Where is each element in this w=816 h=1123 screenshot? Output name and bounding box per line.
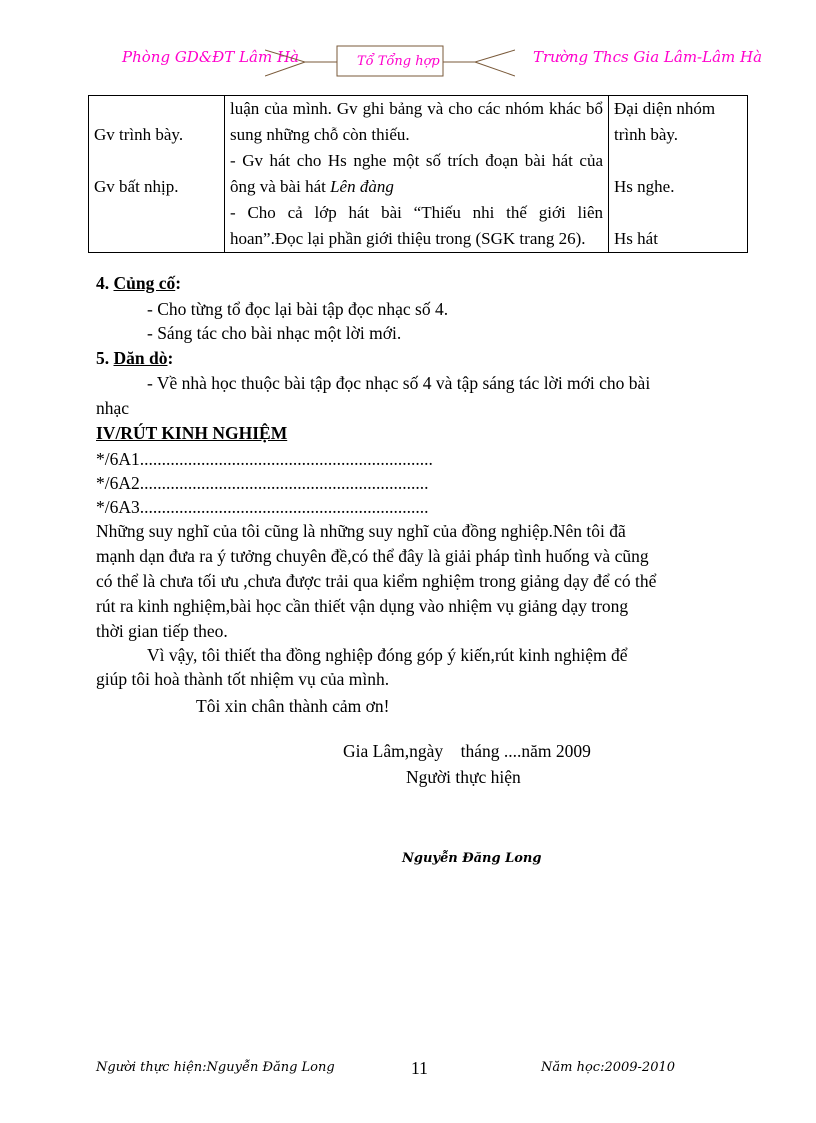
conclusion-line: mạnh dạn đưa ra ý tưởng chuyên đề,có thể đây là giải pháp tình huống và cũng [96, 546, 649, 566]
section-4-item: - Sáng tác cho bài nhạc một lời mới. [147, 323, 402, 343]
signer-name: Nguyễn Đăng Long [402, 851, 542, 866]
header-left-text: Phòng GD&ĐT Lâm Hà [122, 48, 299, 66]
section-5-line: - Về nhà học thuộc bài tập đọc nhạc số 4 và tập sáng tác lời mới cho bài [147, 373, 651, 393]
class-note-line: */6A3.................................................................. [96, 497, 429, 517]
student-activity-cell [609, 96, 748, 253]
conclusion-line: rút ra kinh nghiệm,bài học cần thiết vận dụng vào nhiệm vụ giảng dạy trong [96, 596, 629, 616]
content-cell [225, 96, 609, 253]
student-activity-3: Hs hát [614, 229, 658, 248]
section-iv-heading: IV/RÚT KINH NGHIỆM [96, 423, 288, 443]
student-activity-2: Hs nghe. [614, 177, 675, 196]
lesson-table [88, 95, 748, 253]
header-center-text: Tổ Tổng hợp [357, 54, 440, 69]
conclusion-line: giúp tôi hoà thành tốt nhiệm vụ của mình. [96, 669, 390, 689]
footer-left: Người thực hiện:Nguyễn Đăng Long [96, 1060, 335, 1075]
conclusion-line: thời gian tiếp theo. [96, 621, 228, 641]
conclusion-line: Vì vậy, tôi thiết tha đồng nghiệp đóng góp ý kiến,rút kinh nghiệm để [147, 645, 628, 665]
class-note-line: */6A1................................................................... [96, 449, 433, 469]
header-right-text: Trường Thcs Gia Lâm-Lâm Hà [533, 48, 763, 66]
song-title: Lên đàng [330, 177, 394, 196]
footer-right: Năm học:2009-2010 [541, 1060, 676, 1075]
signer-role: Người thực hiện [406, 767, 521, 787]
content-line-1: luận của mình. Gv ghi bảng và cho các nhóm khác bổ sung những chỗ còn thiếu. [230, 99, 603, 144]
conclusion-line: Những suy nghĩ của tôi cũng là những suy nghĩ của đồng nghiệp.Nên tôi đã [96, 521, 626, 541]
section-4-heading: 4. Củng cố: [96, 273, 182, 293]
conclusion-line: có thể là chưa tối ưu ,chưa được trải qua kiểm nghiệm trong giảng dạy để có thể [96, 571, 657, 591]
teacher-activity-2: Gv bất nhịp. [94, 177, 179, 196]
page-number: 11 [411, 1058, 428, 1078]
section-4-item: - Cho từng tổ đọc lại bài tập đọc nhạc số 4. [147, 299, 449, 319]
thanks-line: Tôi xin chân thành cảm ơn! [196, 696, 390, 716]
place-date: Gia Lâm,ngày tháng ....năm 2009 [343, 741, 591, 761]
teacher-activity-1: Gv trình bày. [94, 125, 184, 144]
class-note-line: */6A2.................................................................. [96, 473, 429, 493]
content-line-2: - Gv hát cho Hs nghe một số trích đoạn bài hát của ông và bài hát Lên đàng [230, 151, 603, 196]
student-activity-1: Đại diện nhóm trình bày. [614, 99, 716, 144]
table-row [89, 96, 748, 253]
teacher-activity-cell [89, 96, 225, 253]
content-line-3: - Cho cả lớp hát bài “Thiếu nhi thế giới liên hoan”.Đọc lại phần giới thiệu trong (SGK trang 26). [230, 203, 603, 248]
section-5-line: nhạc [96, 398, 130, 418]
section-5-heading: 5. Dăn dò: [96, 348, 174, 368]
